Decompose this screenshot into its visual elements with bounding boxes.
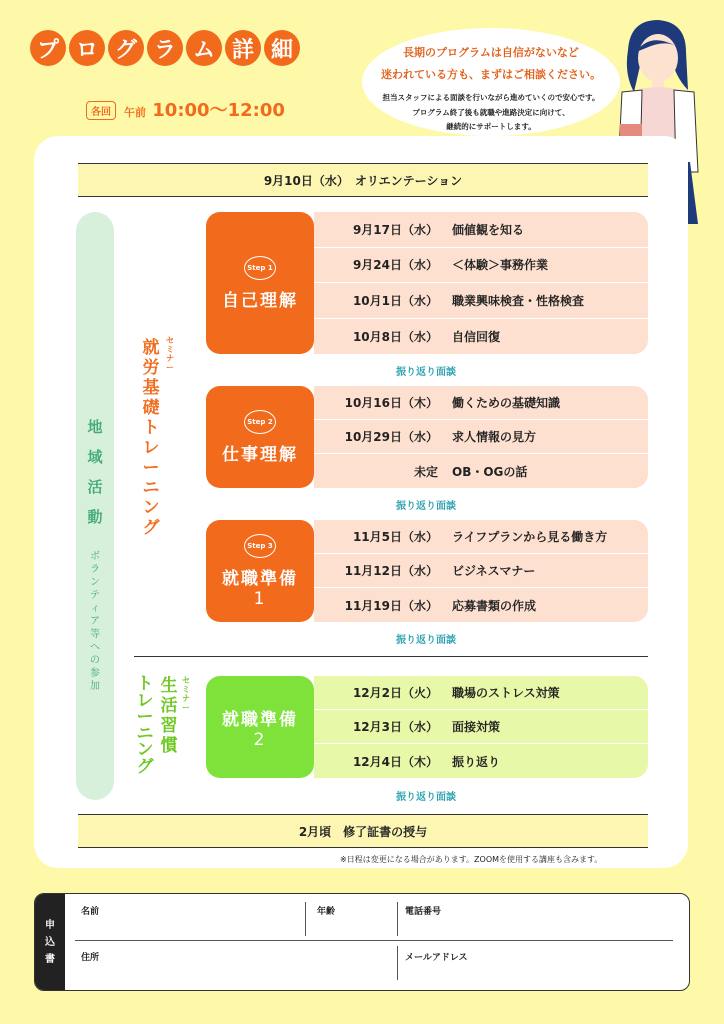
completion-bar: 2月頃 修了証書の授与 [78,814,648,848]
session-row [314,454,648,488]
session-topic: 求人情報の見方 [452,430,537,444]
time-prefix: 午前 [124,106,146,119]
seminar1-kicker: セミナー [166,336,174,372]
step3-name: 就職準備 [222,568,298,589]
community-activity-label: 地域活動 [87,418,103,526]
session-row [314,554,648,588]
form-divider [305,902,306,936]
orientation-bar: 9月10日（水） オリエンテーション [78,163,648,197]
form-heading: 申 込 書 [35,894,65,990]
seminar1-title: 就労基礎トレーニング [142,338,160,538]
session-topic: 職場のストレス対策 [452,686,560,700]
email-field-label: メールアドレス [405,953,468,963]
session-date: 9月17日（水） [352,222,438,237]
step1-box [206,212,314,354]
schedule-note: ※日程は変更になる場合があります。ZOOMを使用する講座も含みます。 [340,855,603,864]
section-divider [134,656,648,657]
step4-box [206,676,314,778]
time-range: 10:00〜12:00 [152,100,285,121]
step4-name: 就職準備 [222,709,298,730]
form-divider [75,940,673,941]
session-date: 12月3日（水） [352,720,438,734]
bubble-line: 迷われている方も、まずはご相談ください。 [381,68,601,81]
title-char: 詳 [225,30,261,66]
bubble-line: 長期のプログラムは自信がないなど [403,46,579,59]
step2-tag: Step 2 [244,410,276,434]
phone-field-label: 電話番号 [405,907,442,917]
application-form [34,893,690,991]
session-date: 12月4日（木） [352,754,438,769]
session-date: 11月12日（水） [344,564,438,578]
speech-bubble [362,28,620,136]
each-session-badge: 各回 [86,101,116,120]
seminar2-kicker: セミナー [182,676,190,712]
session-topic: 面接対策 [452,720,501,734]
step4-sessions [314,676,648,778]
step3-box [206,520,314,622]
review-interview-label: 振り返り面談 [396,792,456,803]
session-row [314,248,648,284]
session-topic: 応募書類の作成 [452,598,537,613]
review-interview-label: 振り返り面談 [396,635,456,646]
session-topic: 自信回復 [452,329,501,344]
volunteer-label: ボランティア等への参加 [90,551,100,692]
session-row [314,710,648,744]
session-date: 9月24日（水） [352,258,438,273]
session-row [314,420,648,454]
page-title [30,30,300,66]
session-topic: OB・OGの話 [452,464,528,479]
title-char: ロ [69,30,105,66]
review-interview-label: 振り返り面談 [396,367,456,378]
session-row [314,319,648,355]
session-topic: 価値観を知る [452,222,525,237]
step2-name: 仕事理解 [222,444,298,465]
session-date: 12月2日（火） [352,686,438,700]
session-topic: 職業興味検査・性格検査 [452,293,585,308]
session-time [124,96,285,122]
session-topic: ＜体験＞事務作業 [452,258,549,273]
session-topic: ライフプランから見る働き方 [452,530,608,544]
session-row [314,588,648,622]
step2-sessions [314,386,648,488]
step1-sessions [314,212,648,354]
title-char: ム [186,30,222,66]
title-char: プ [30,30,66,66]
form-divider [397,902,398,936]
age-field-label: 年齢 [317,907,336,917]
step3-sessions [314,520,648,622]
session-row [314,744,648,778]
name-field-label: 名前 [81,907,100,917]
step1-tag: Step 1 [244,256,276,280]
seminar2-title-col2: トレーニング [136,674,154,777]
session-date: 10月16日（木） [344,396,438,410]
step2-box [206,386,314,488]
session-row [314,212,648,248]
session-date: 10月1日（水） [352,293,438,308]
session-topic: 振り返り [452,754,501,769]
session-date: 10月8日（水） [352,329,438,344]
bubble-line: 継続的にサポートします。 [446,122,536,131]
session-date: 10月29日（水） [344,430,438,444]
title-char: ラ [147,30,183,66]
bubble-line: 担当スタッフによる面談を行いながら進めていくので安心です。 [382,93,600,102]
address-field-label: 住所 [81,953,100,963]
session-row [314,676,648,710]
title-char: グ [108,30,144,66]
step3-tag: Step 3 [244,534,276,558]
community-activity-pill [76,212,114,800]
step3-number: 1 [253,588,267,609]
session-date: 11月5日（水） [352,530,438,544]
session-topic: ビジネスマナー [452,564,536,578]
title-char: 細 [264,30,300,66]
review-interview-label: 振り返り面談 [396,501,456,512]
session-row [314,520,648,554]
form-divider [397,946,398,980]
session-row [314,283,648,319]
bubble-line: プログラム終了後も就職や進路決定に向けて、 [412,108,570,117]
session-date: 未定 [413,464,438,479]
seminar2-title-col1: 生活習慣 [160,676,178,756]
step1-name: 自己理解 [222,290,298,311]
session-row [314,386,648,420]
step4-number: 2 [253,729,267,750]
session-date: 11月19日（水） [344,598,438,613]
session-topic: 働くための基礎知識 [452,396,561,410]
